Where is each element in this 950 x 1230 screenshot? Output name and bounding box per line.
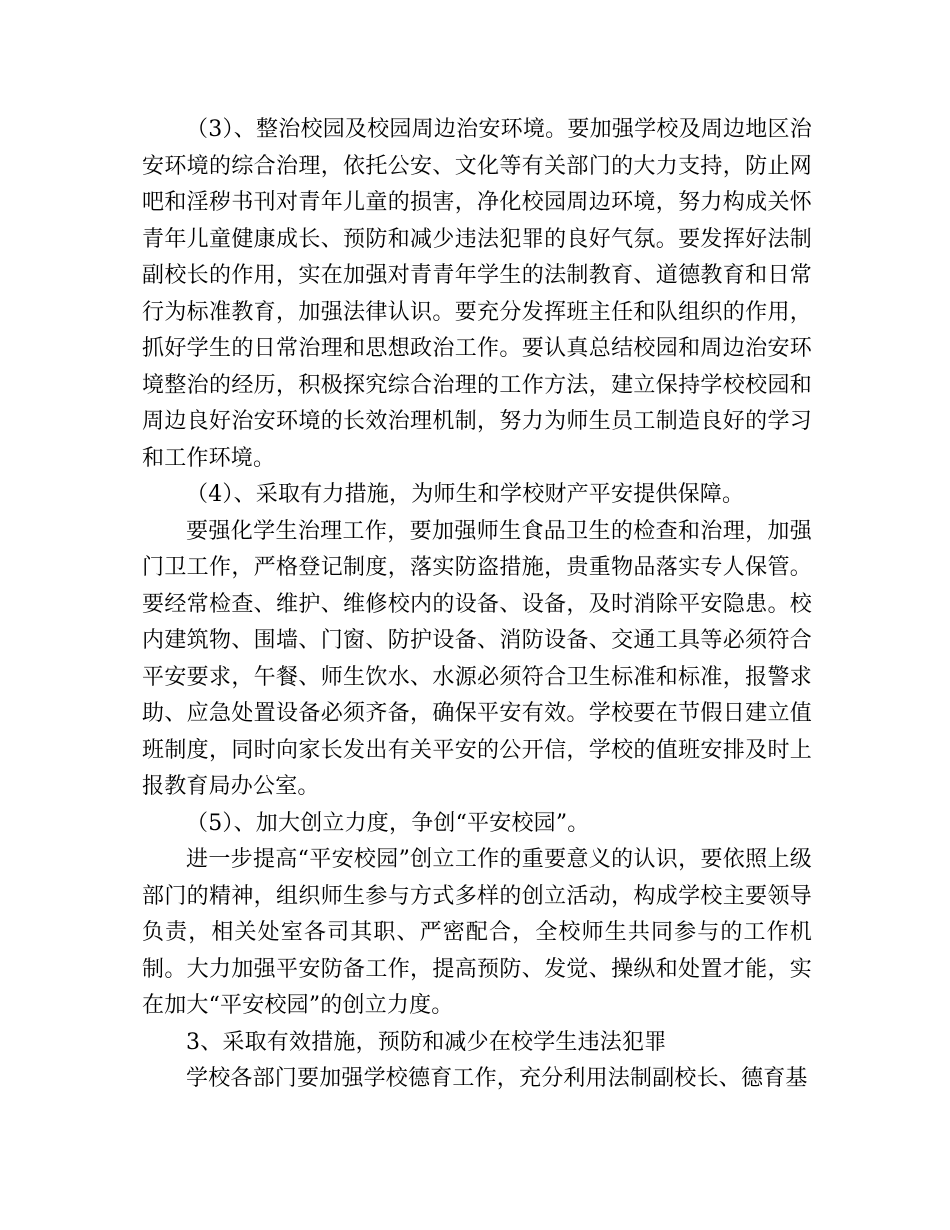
- heading-section-4: （4）、采取有力措施，为师生和学校财产平安提供保障。: [186, 482, 745, 507]
- paragraph-section-4-body: 要强化学生治理工作，要加强师生食品卫生的检查和治理，加强门卫工作，严格登记制度，落实防盗措施，贵重物品落实专人保管。要经常检查、维护、维修校内的设备、设备，及时消除平安隐患。校内建筑物、围墙、门窗、防护设备、消防设备、交通工具等必须符合平安要求，午餐、师生饮水、水源必须符合卫生标准和标准，报警求助、应急处置设备必须齐备，确保平安有效。学校要在节假日建立值班制度，同时向家长发出有关平安的公开信，学校的值班安排及时上报教育局办公室。: [142, 518, 812, 799]
- heading-item-3: 3、采取有效措施，预防和减少在校学生违法犯罪: [186, 1029, 667, 1055]
- paragraph-section-3: （3）、整治校园及校园周边治安环境。要加强学校及周边地区治安环境的综合治理，依托公安、文化等有关部门的大力支持，防止网吧和淫秽书刊对青年儿童的损害，净化校园周边环境，努力构成关怀青年儿童健康成长、预防和减少违法犯罪的良好气氛。要发挥好法制副校长的作用，实在加强对青青年学生的法制教育、道德教育和日常行为标准教育，加强法律认识。要充分发挥班主任和队组织的作用，抓好学生的日常治理和思想政治工作。要认真总结校园和周边治安环境整治的经历，积极探究综合治理的工作方法，建立保持学校校园和周边良好治安环境的长效治理机制，努力为师生员工制造良好的学习和工作环境。: [142, 117, 812, 471]
- paragraph-section-5-body: 进一步提高“平安校园”创立工作的重要意义的认识，要依照上级部门的精神，组织师生参与方式多样的创立活动，构成学校主要领导负责，相关处室各司其职、严密配合，全校师生共同参与的工作机制。大力加强平安防备工作，提高预防、发觉、操纵和处置才能，实在加大“平安校园”的创立力度。: [142, 847, 812, 1018]
- paragraph-item-3-body: 学校各部门要加强学校德育工作，充分利用法制副校长、德育基: [186, 1066, 808, 1091]
- heading-section-5: （5）、加大创立力度，争创“平安校园”。: [186, 810, 590, 836]
- document-body: [142, 112, 812, 1098]
